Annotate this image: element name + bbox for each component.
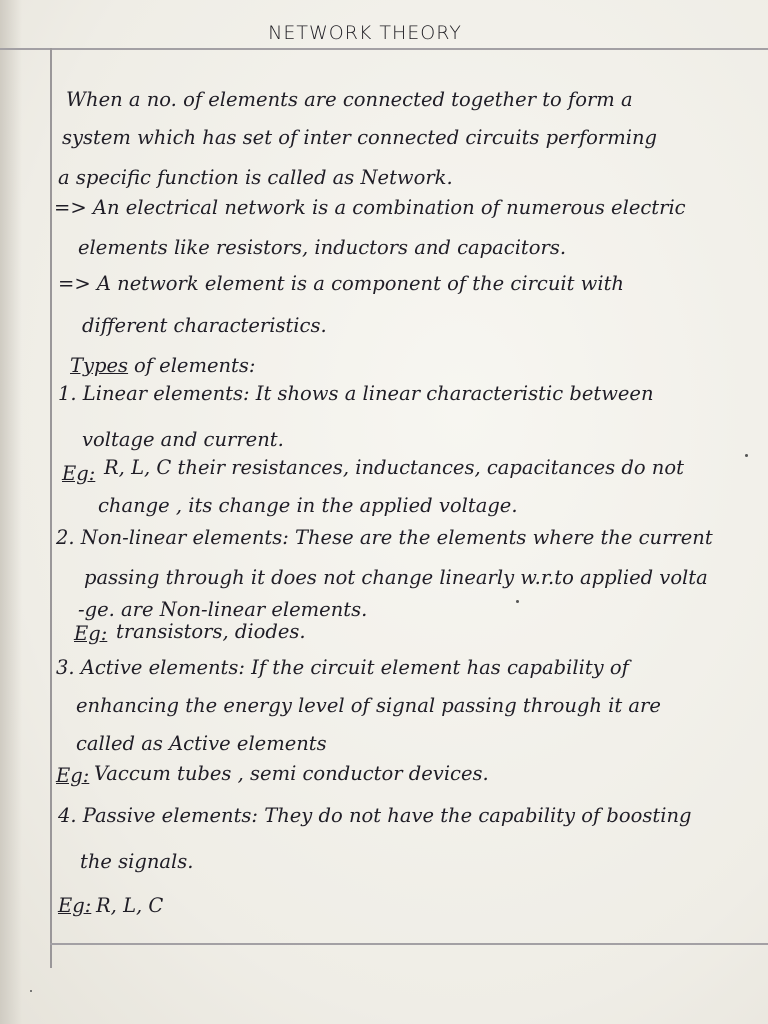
text-line: enhancing the energy level of signal passing through it are [76, 694, 661, 717]
text-line: 1. Linear elements: It shows a linear characteristic between [58, 382, 654, 405]
page-edge-shadow [0, 0, 22, 1024]
page-title: NETWORK THEORY [268, 22, 462, 44]
text-line: different characteristics. [82, 314, 327, 337]
example-label: Eg: [58, 894, 92, 917]
ink-dot [745, 454, 748, 457]
text-line: => A network element is a component of the circuit with [58, 272, 624, 295]
text-line: of elements: [134, 354, 256, 377]
text-line: called as Active elements [76, 732, 327, 755]
text-line: system which has set of inter connected circuits performing [62, 126, 658, 149]
text-line: transistors, diodes. [116, 620, 306, 643]
text-line: a specific function is called as Network. [58, 166, 453, 189]
example-label: Eg: [74, 622, 108, 645]
ink-dot [516, 600, 519, 603]
ink-dot [30, 990, 32, 992]
text-line: 3. Active elements: If the circuit element has capability of [56, 656, 629, 679]
text-line: the signals. [80, 850, 194, 873]
text-line: -ge. are Non-linear elements. [78, 598, 368, 621]
footer-rule [50, 943, 768, 945]
text-line: change , its change in the applied voltage. [98, 494, 518, 517]
header-rule [0, 48, 768, 50]
text-line: R, L, C [96, 894, 164, 917]
text-line: => An electrical network is a combination of numerous electric [54, 196, 686, 219]
text-line: 2. Non-linear elements: These are the elements where the current [56, 526, 713, 549]
text-line: Vaccum tubes , semi conductor devices. [94, 762, 489, 785]
text-line: voltage and current. [82, 428, 284, 451]
example-label: Eg: [56, 764, 90, 787]
text-line: When a no. of elements are connected together to form a [66, 88, 633, 111]
margin-line [50, 48, 52, 968]
text-line: R, L, C their resistances, inductances, capacitances do not [104, 456, 684, 479]
text-line: 4. Passive elements: They do not have the capability of boosting [58, 804, 692, 827]
example-label: Eg: [62, 462, 96, 485]
text-line: elements like resistors, inductors and capacitors. [78, 236, 567, 259]
types-heading: Types [70, 354, 129, 377]
text-line: passing through it does not change linearly w.r.to applied volta [84, 566, 708, 589]
